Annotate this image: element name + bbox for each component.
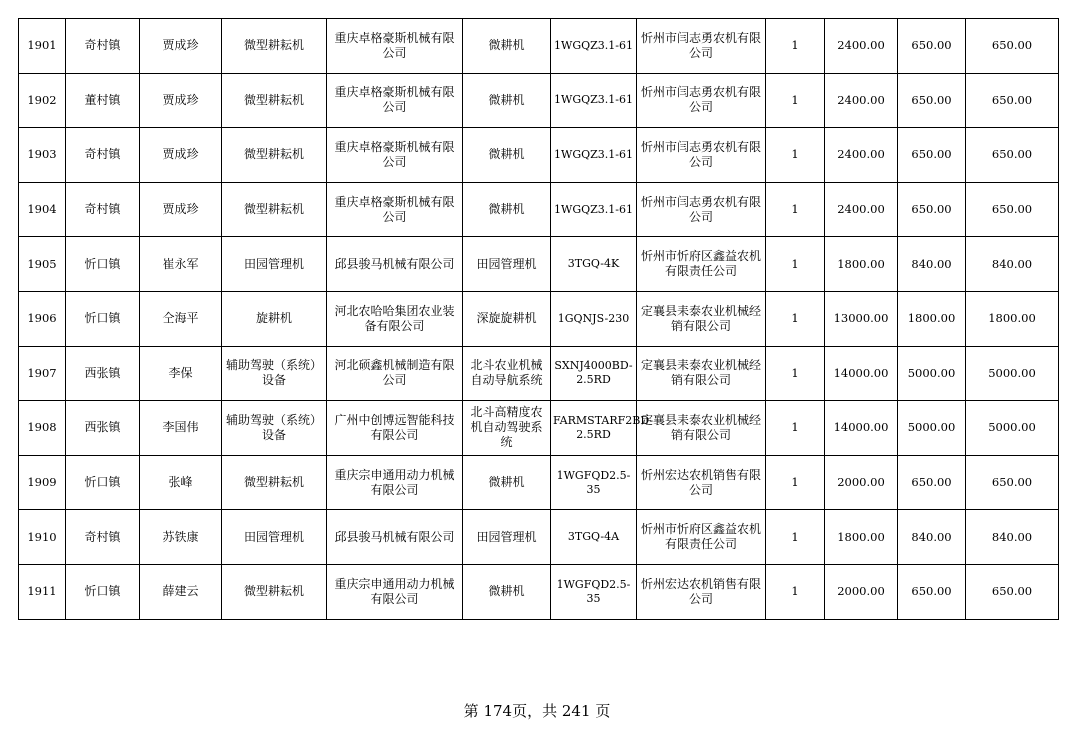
cell-model: 1WGFQD2.5-35 (551, 455, 637, 510)
table-row (19, 291, 1059, 346)
cell-town: 西张镇 (66, 346, 140, 401)
cell-total-subsidy: 1800.00 (966, 291, 1059, 346)
cell-sale-price: 2400.00 (825, 19, 898, 74)
cell-applicant-name: 李保 (140, 346, 222, 401)
cell-model: 3TGQ-4A (551, 510, 637, 565)
footer-total-pages: 241 (561, 702, 591, 720)
cell-manufacturer: 邱县骏马机械有限公司 (327, 510, 463, 565)
cell-quantity: 1 (766, 510, 825, 565)
cell-manufacturer: 重庆卓格豪斯机械有限公司 (327, 182, 463, 237)
cell-subsidy-amount: 1800.00 (898, 291, 966, 346)
cell-town: 奇村镇 (66, 182, 140, 237)
cell-applicant-name: 薛建云 (140, 564, 222, 619)
footer-suffix: 页 (595, 702, 611, 720)
cell-total-subsidy: 5000.00 (966, 346, 1059, 401)
table-row (19, 346, 1059, 401)
cell-product-name: 北斗农业机械自动导航系统 (463, 346, 551, 401)
cell-dealer: 忻州市闫志勇农机有限公司 (637, 182, 766, 237)
cell-total-subsidy: 840.00 (966, 237, 1059, 292)
cell-total-subsidy: 650.00 (966, 73, 1059, 128)
cell-quantity: 1 (766, 401, 825, 456)
cell-dealer: 忻州市闫志勇农机有限公司 (637, 19, 766, 74)
cell-total-subsidy: 650.00 (966, 455, 1059, 510)
cell-product-name: 微耕机 (463, 128, 551, 183)
page-footer (0, 700, 1074, 721)
cell-subsidy-amount: 650.00 (898, 128, 966, 183)
cell-row-number: 1908 (19, 401, 66, 456)
cell-product-name: 微耕机 (463, 19, 551, 74)
cell-row-number: 1901 (19, 19, 66, 74)
cell-manufacturer: 邱县骏马机械有限公司 (327, 237, 463, 292)
cell-machine-category: 微型耕耘机 (222, 73, 327, 128)
cell-applicant-name: 贾成珍 (140, 19, 222, 74)
cell-dealer: 定襄县耒泰农业机械经销有限公司 (637, 401, 766, 456)
cell-town: 忻口镇 (66, 237, 140, 292)
cell-sale-price: 14000.00 (825, 401, 898, 456)
cell-row-number: 1910 (19, 510, 66, 565)
cell-applicant-name: 贾成珍 (140, 73, 222, 128)
cell-quantity: 1 (766, 73, 825, 128)
cell-model: 1GQNJS-230 (551, 291, 637, 346)
cell-sale-price: 2400.00 (825, 182, 898, 237)
cell-model: FARMSTARF2BD-2.5RD (551, 401, 637, 456)
cell-total-subsidy: 840.00 (966, 510, 1059, 565)
cell-manufacturer: 重庆宗申通用动力机械有限公司 (327, 564, 463, 619)
table-row (19, 510, 1059, 565)
cell-machine-category: 微型耕耘机 (222, 455, 327, 510)
cell-dealer: 忻州市闫志勇农机有限公司 (637, 73, 766, 128)
cell-product-name: 北斗高精度农机自动驾驶系统 (463, 401, 551, 456)
cell-applicant-name: 仝海平 (140, 291, 222, 346)
cell-row-number: 1903 (19, 128, 66, 183)
cell-row-number: 1904 (19, 182, 66, 237)
cell-quantity: 1 (766, 19, 825, 74)
cell-total-subsidy: 650.00 (966, 564, 1059, 619)
cell-product-name: 微耕机 (463, 182, 551, 237)
cell-sale-price: 14000.00 (825, 346, 898, 401)
table-row (19, 19, 1059, 74)
cell-machine-category: 微型耕耘机 (222, 564, 327, 619)
cell-subsidy-amount: 840.00 (898, 510, 966, 565)
cell-machine-category: 田园管理机 (222, 510, 327, 565)
cell-sale-price: 1800.00 (825, 237, 898, 292)
cell-subsidy-amount: 650.00 (898, 182, 966, 237)
cell-dealer: 忻州市闫志勇农机有限公司 (637, 128, 766, 183)
table-row (19, 564, 1059, 619)
cell-manufacturer: 广州中创博远智能科技有限公司 (327, 401, 463, 456)
cell-applicant-name: 张峰 (140, 455, 222, 510)
cell-town: 奇村镇 (66, 128, 140, 183)
cell-dealer: 定襄县耒泰农业机械经销有限公司 (637, 291, 766, 346)
cell-applicant-name: 贾成珍 (140, 128, 222, 183)
cell-row-number: 1907 (19, 346, 66, 401)
cell-model: 1WGFQD2.5-35 (551, 564, 637, 619)
cell-row-number: 1906 (19, 291, 66, 346)
cell-dealer: 忻州市忻府区鑫益农机有限责任公司 (637, 237, 766, 292)
cell-model: 1WGQZ3.1-61 (551, 73, 637, 128)
cell-total-subsidy: 650.00 (966, 128, 1059, 183)
cell-product-name: 田园管理机 (463, 510, 551, 565)
table-row (19, 237, 1059, 292)
cell-machine-category: 微型耕耘机 (222, 19, 327, 74)
cell-quantity: 1 (766, 346, 825, 401)
cell-dealer: 定襄县耒泰农业机械经销有限公司 (637, 346, 766, 401)
cell-town: 董村镇 (66, 73, 140, 128)
cell-manufacturer: 重庆卓格豪斯机械有限公司 (327, 19, 463, 74)
cell-manufacturer: 重庆卓格豪斯机械有限公司 (327, 73, 463, 128)
cell-applicant-name: 崔永军 (140, 237, 222, 292)
table-body (19, 19, 1059, 620)
cell-town: 忻口镇 (66, 455, 140, 510)
cell-quantity: 1 (766, 182, 825, 237)
cell-sale-price: 2400.00 (825, 128, 898, 183)
cell-subsidy-amount: 650.00 (898, 19, 966, 74)
cell-applicant-name: 李国伟 (140, 401, 222, 456)
cell-product-name: 深旋旋耕机 (463, 291, 551, 346)
cell-sale-price: 1800.00 (825, 510, 898, 565)
cell-sale-price: 2000.00 (825, 455, 898, 510)
cell-model: 3TGQ-4K (551, 237, 637, 292)
cell-sale-price: 13000.00 (825, 291, 898, 346)
cell-applicant-name: 贾成珍 (140, 182, 222, 237)
table-row (19, 182, 1059, 237)
cell-total-subsidy: 650.00 (966, 19, 1059, 74)
cell-town: 忻口镇 (66, 291, 140, 346)
cell-row-number: 1905 (19, 237, 66, 292)
cell-applicant-name: 苏铁康 (140, 510, 222, 565)
table-row (19, 128, 1059, 183)
cell-manufacturer: 重庆宗申通用动力机械有限公司 (327, 455, 463, 510)
cell-town: 奇村镇 (66, 510, 140, 565)
cell-model: 1WGQZ3.1-61 (551, 182, 637, 237)
footer-page-number: 174 (483, 702, 513, 720)
cell-total-subsidy: 650.00 (966, 182, 1059, 237)
cell-machine-category: 旋耕机 (222, 291, 327, 346)
cell-manufacturer: 重庆卓格豪斯机械有限公司 (327, 128, 463, 183)
cell-quantity: 1 (766, 128, 825, 183)
cell-row-number: 1909 (19, 455, 66, 510)
cell-product-name: 微耕机 (463, 73, 551, 128)
cell-manufacturer: 河北硕鑫机械制造有限公司 (327, 346, 463, 401)
cell-subsidy-amount: 5000.00 (898, 346, 966, 401)
cell-product-name: 微耕机 (463, 455, 551, 510)
cell-machine-category: 辅助驾驶（系统）设备 (222, 346, 327, 401)
cell-total-subsidy: 5000.00 (966, 401, 1059, 456)
cell-manufacturer: 河北农哈哈集团农业装备有限公司 (327, 291, 463, 346)
cell-town: 奇村镇 (66, 19, 140, 74)
footer-prefix: 第 (463, 702, 479, 720)
cell-subsidy-amount: 650.00 (898, 564, 966, 619)
cell-machine-category: 微型耕耘机 (222, 128, 327, 183)
cell-machine-category: 微型耕耘机 (222, 182, 327, 237)
cell-row-number: 1902 (19, 73, 66, 128)
cell-product-name: 田园管理机 (463, 237, 551, 292)
cell-quantity: 1 (766, 291, 825, 346)
cell-model: 1WGQZ3.1-61 (551, 128, 637, 183)
table-row (19, 401, 1059, 456)
cell-sale-price: 2400.00 (825, 73, 898, 128)
cell-machine-category: 田园管理机 (222, 237, 327, 292)
cell-model: SXNJ4000BD-2.5RD (551, 346, 637, 401)
cell-subsidy-amount: 650.00 (898, 73, 966, 128)
cell-town: 西张镇 (66, 401, 140, 456)
table-row (19, 455, 1059, 510)
cell-dealer: 忻州宏达农机销售有限公司 (637, 455, 766, 510)
cell-machine-category: 辅助驾驶（系统）设备 (222, 401, 327, 456)
cell-product-name: 微耕机 (463, 564, 551, 619)
footer-mid: 页，共 (512, 702, 558, 720)
cell-dealer: 忻州宏达农机销售有限公司 (637, 564, 766, 619)
cell-model: 1WGQZ3.1-61 (551, 19, 637, 74)
subsidy-table (18, 18, 1059, 620)
cell-subsidy-amount: 840.00 (898, 237, 966, 292)
cell-sale-price: 2000.00 (825, 564, 898, 619)
cell-row-number: 1911 (19, 564, 66, 619)
cell-subsidy-amount: 650.00 (898, 455, 966, 510)
cell-dealer: 忻州市忻府区鑫益农机有限责任公司 (637, 510, 766, 565)
cell-town: 忻口镇 (66, 564, 140, 619)
cell-quantity: 1 (766, 564, 825, 619)
cell-quantity: 1 (766, 455, 825, 510)
cell-quantity: 1 (766, 237, 825, 292)
table-row (19, 73, 1059, 128)
cell-subsidy-amount: 5000.00 (898, 401, 966, 456)
